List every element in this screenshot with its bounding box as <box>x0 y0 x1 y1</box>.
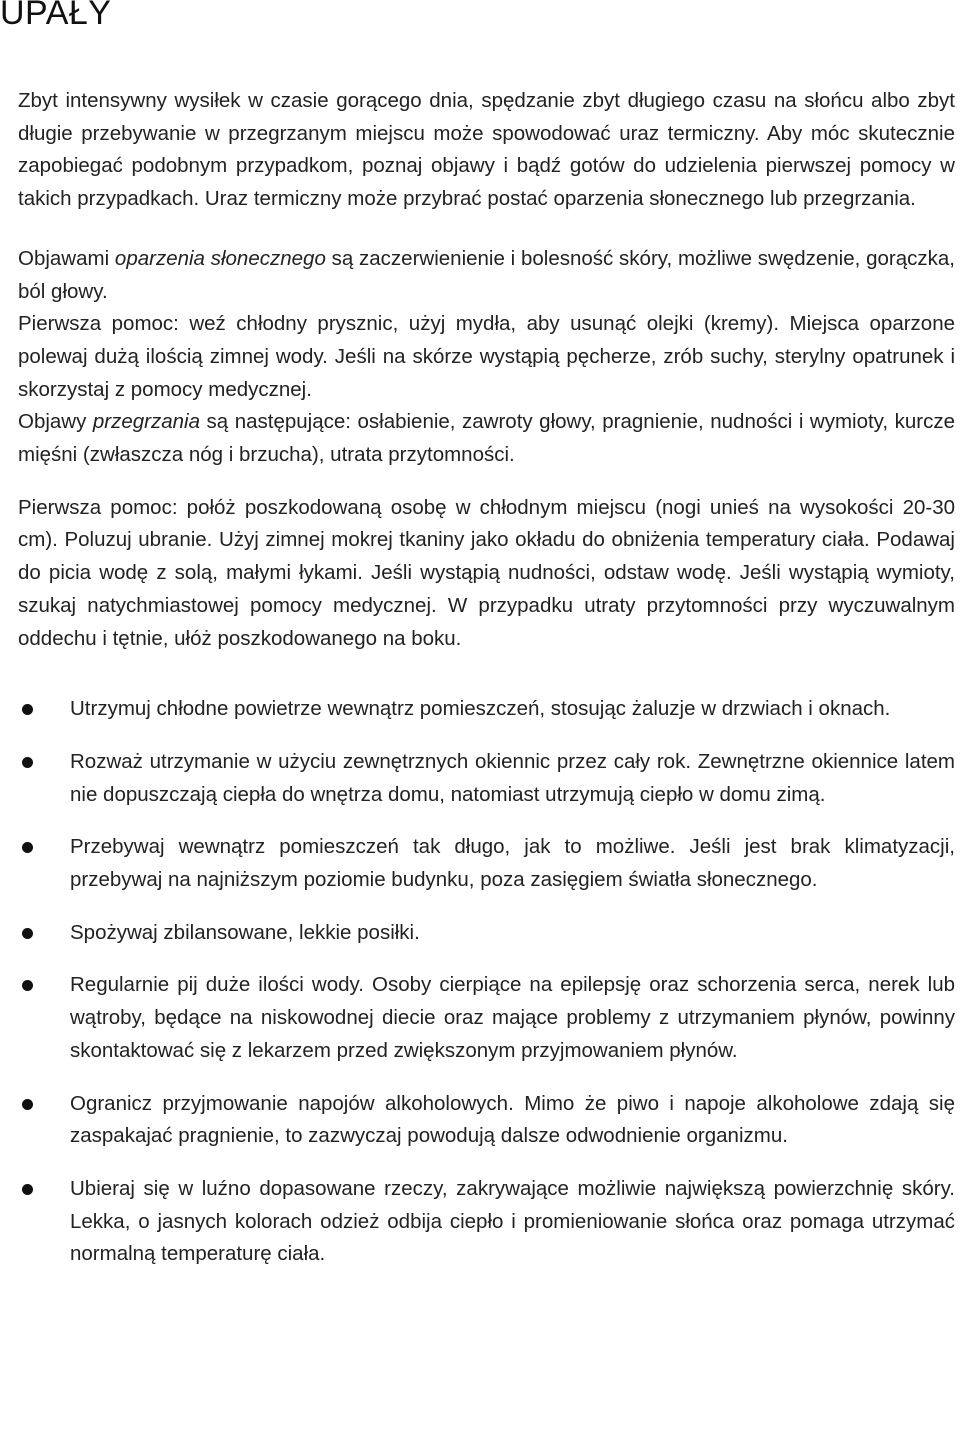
overheating-first-aid-paragraph: Pierwsza pomoc: połóż poszkodowaną osobę w chłodnym miejscu (nogi unieś na wysokości 20-30 cm). Poluzuj ubranie. Użyj zimnej mokrej tkaniny jako okładu do obniżenia temperatury ciała. Podawaj do picia wodę z solą, małymi łykami. Jeśli wystąpią nudności, odstaw wodę. Jeśli wystąpią wymioty, szukaj natychmiastowej pomocy medycznej. W przypadku utraty przytomności przy wyczuwalnym oddechu i tętnie, ułóż poszkodowanego na boku. <box>18 495 955 650</box>
document-body <box>18 85 955 1291</box>
list-item <box>18 969 955 1067</box>
sunburn-symptoms-text: są zaczerwienienie i bolesność skóry, możliwe swędzenie, gorączka, ból głowy. <box>18 246 955 303</box>
overheating-symptoms-text: są następujące: osłabienie, zawroty głowy, pragnienie, nudności i wymioty, kurcze mięśni (zwłaszcza nóg i brzucha), utrata przytomności. <box>18 410 955 467</box>
overheating-symptoms-paragraph <box>18 406 955 471</box>
list-item <box>18 831 955 896</box>
overheating-symptoms-lead: Objawy <box>18 410 93 434</box>
list-item-text: Regularnie pij duże ilości wody. Osoby cierpiące na epilepsję oraz schorzenia serca, nerek lub wątroby, będące na niskowodnej diecie oraz mające problemy z utrzymaniem płynów, powinny skontaktować się z lekarzem przed zwiększonym przyjmowaniem płynów. <box>70 973 955 1062</box>
overheating-term: przegrzania <box>92 410 201 434</box>
sunburn-symptoms-paragraph <box>18 243 955 308</box>
bullet-dot-icon <box>22 928 33 939</box>
list-item <box>18 746 955 811</box>
page-title: UPAŁY <box>0 0 112 32</box>
list-item <box>18 1088 955 1153</box>
list-item-text: Ogranicz przyjmowanie napojów alkoholowych. Mimo że piwo i napoje alkoholowe zdają się zaspakajać pragnienie, to zazwyczaj powodują dalsze odwodnienie organizmu. <box>70 1091 955 1148</box>
bullet-dot-icon <box>22 1099 33 1110</box>
bullet-dot-icon <box>22 1184 33 1195</box>
prevention-list <box>18 693 955 1271</box>
list-item <box>18 917 955 950</box>
bullet-dot-icon <box>22 842 33 853</box>
list-item-text: Ubieraj się w luźno dopasowane rzeczy, zakrywające możliwie największą powierzchnię skóry. Lekka, o jasnych kolorach odzież odbija ciepło i promieniowanie słońca oraz pomaga utrzymać normalną temperaturę ciała. <box>70 1176 955 1266</box>
sunburn-term: oparzenia słonecznego <box>114 246 326 270</box>
bullet-dot-icon <box>22 980 33 991</box>
list-item-text: Przebywaj wewnątrz pomieszczeń tak długo, jak to możliwe. Jeśli jest brak klimatyzacji, przebywaj na najniższym poziomie budynku, poza zasięgiem światła słonecznego. <box>70 835 955 892</box>
sunburn-symptoms-lead: Objawami <box>18 246 115 270</box>
bullet-dot-icon <box>22 757 33 768</box>
list-item <box>18 693 955 726</box>
sunburn-first-aid-paragraph: Pierwsza pomoc: weź chłodny prysznic, użyj mydła, aby usunąć olejki (kremy). Miejsca oparzone polewaj dużą ilością zimnej wody. Jeśli na skórze wystąpią pęcherze, zrób suchy, sterylny opatrunek i skorzystaj z pomocy medycznej. <box>18 312 955 401</box>
list-item-text: Utrzymuj chłodne powietrze wewnątrz pomieszczeń, stosując żaluzje w drzwiach i oknach. <box>70 697 891 721</box>
intro-paragraph: Zbyt intensywny wysiłek w czasie gorącego dnia, spędzanie zbyt długiego czasu na słońcu albo zbyt długie przebywanie w przegrzanym miejscu może spowodować uraz termiczny. Aby móc skutecznie zapobiegać podobnym przypadkom, poznaj objawy i bądź gotów do udzielenia pierwszej pomocy w takich przypadkach. Uraz termiczny może przybrać postać oparzenia słonecznego lub przegrzania. <box>18 89 955 211</box>
list-item-text: Rozważ utrzymanie w użyciu zewnętrznych okiennic przez cały rok. Zewnętrzne okiennice latem nie dopuszczają ciepła do wnętrza domu, natomiast utrzymują ciepło w domu zimą. <box>70 749 955 806</box>
list-item-text: Spożywaj zbilansowane, lekkie posiłki. <box>70 920 420 944</box>
bullet-dot-icon <box>22 704 33 715</box>
list-item <box>18 1173 955 1271</box>
